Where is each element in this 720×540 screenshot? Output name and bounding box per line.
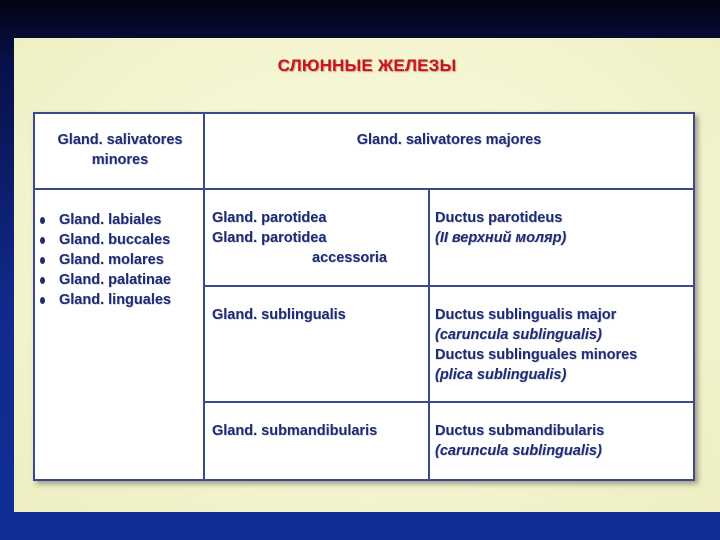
duct-note: (II верхний моляр) — [435, 230, 567, 246]
header-minores: Gland. salivatores minores — [57, 132, 183, 168]
gland-name: Gland. parotidea — [212, 210, 327, 226]
list-item: Gland. linguales — [37, 290, 202, 310]
duct-note: (caruncula sublingualis) — [435, 443, 602, 459]
gland-name: Gland. sublingualis — [212, 307, 346, 323]
slide — [14, 38, 720, 512]
duct-name: Ductus submandibularis — [435, 423, 605, 439]
row-sublingualis-duct — [435, 305, 690, 385]
slide-title: СЛЮННЫЕ ЖЕЛЕЗЫ — [277, 56, 457, 75]
row-submandibularis-duct — [435, 421, 690, 461]
list-item: Gland. buccales — [37, 230, 202, 250]
duct-name: Ductus parotideus — [435, 210, 563, 226]
duct-note: (plica sublingualis) — [435, 367, 567, 383]
table-border-bottom — [33, 479, 695, 481]
divider-column-2 — [428, 188, 430, 481]
duct-name: Ductus sublinguales minores — [435, 347, 638, 363]
row-parotidea-gland — [212, 208, 424, 268]
row-submandibularis-gland — [212, 421, 424, 441]
divider-header — [33, 188, 695, 190]
divider-row-1 — [203, 285, 695, 287]
row-sublingualis-gland — [212, 305, 424, 325]
table-border-left — [33, 112, 35, 481]
row-parotidea-duct — [435, 208, 690, 248]
gland-name: Gland. submandibularis — [212, 423, 378, 439]
minores-list — [37, 210, 202, 310]
table-border-right — [693, 112, 695, 481]
divider-row-2 — [203, 401, 695, 403]
duct-name: Ductus sublingualis major — [435, 307, 617, 323]
minores-list-cell — [37, 210, 202, 310]
gland-name-continued: accessoria — [312, 250, 387, 266]
list-item: Gland. labiales — [37, 210, 202, 230]
list-item: Gland. palatinae — [37, 270, 202, 290]
divider-column-1 — [203, 112, 205, 481]
duct-note: (caruncula sublingualis) — [435, 327, 602, 343]
glands-table — [33, 112, 695, 481]
gland-name: Gland. parotidea — [212, 230, 327, 246]
list-item: Gland. molares — [37, 250, 202, 270]
header-majores: Gland. salivatores majores — [356, 132, 542, 148]
table-border-top — [33, 112, 695, 114]
